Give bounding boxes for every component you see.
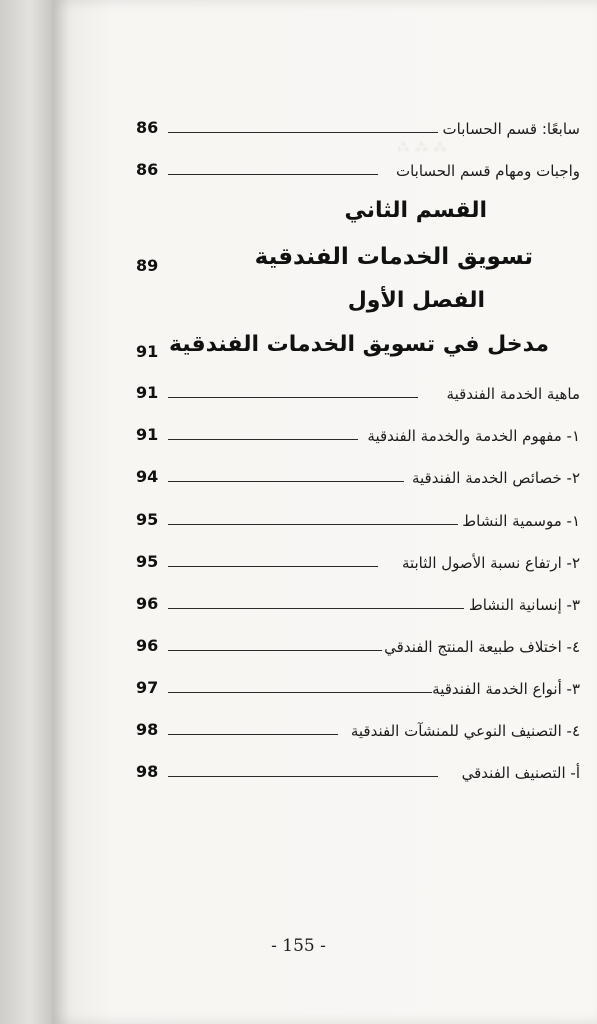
toc-entry-page: 95 [136,510,159,529]
toc-entry-page: 98 [136,720,159,739]
toc-entry-page: 98 [136,762,159,781]
toc-entry[interactable] [136,636,580,666]
toc-leader-line [168,439,358,440]
toc-entry-page: 96 [136,594,159,613]
section-title: القسم الثاني [344,198,487,223]
toc-entry-label: ماهية الخدمة الفندقية [446,385,580,403]
toc-leader-line [168,692,432,693]
toc-entry-label: ٣- أنواع الخدمة الفندقية [432,680,580,698]
toc-leader-line [168,132,438,133]
toc-entry-label: ٣- إنسانية النشاط [468,596,580,614]
toc-entry[interactable] [136,118,580,148]
toc-entry-label: ٤- اختلاف طبيعة المنتج الفندقي [384,638,580,656]
toc-leader-line [168,650,382,651]
toc-entry-page: 86 [136,118,159,137]
toc-leader-line [168,734,338,735]
toc-entry[interactable] [136,467,580,497]
toc-entry-page: 91 [136,383,159,402]
toc-leader-line [168,608,464,609]
toc-leader-line [168,174,378,175]
toc-entry[interactable] [136,425,580,455]
toc-entry-page: 96 [136,636,159,655]
toc-entry[interactable] [136,594,580,624]
toc-entry-label: ١- مفهوم الخدمة والخدمة الفندقية [367,427,580,445]
bleed-through-text: ⁂ ⁂ ⁂ [396,140,447,156]
chapter-name: مدخل في تسويق الخدمات الفندقية [168,332,549,357]
toc-entry-label: ١- موسمية النشاط [462,512,580,530]
toc-leader-line [168,776,438,777]
toc-entry[interactable] [136,510,580,540]
chapter-page-number: 91 [136,342,159,361]
toc-entry-label: ٢- ارتفاع نسبة الأصول الثابتة [401,554,580,572]
page-number: - 155 - [271,936,326,956]
chapter-title: الفصل الأول [347,288,485,313]
toc-entry[interactable] [136,552,580,582]
toc-entry[interactable] [136,383,580,413]
section-name: تسويق الخدمات الفندقية [254,244,533,270]
toc-entry-label: أ- التصنيف الفندقي [461,764,580,782]
toc-leader-line [168,524,458,525]
toc-entry[interactable] [136,160,580,190]
toc-leader-line [168,566,378,567]
toc-entry-page: 95 [136,552,159,571]
toc-entry-label: سابعًا: قسم الحسابات [442,120,580,138]
toc-leader-line [168,397,418,398]
toc-entry-page: 97 [136,678,159,697]
toc-entry-label: ٤- التصنيف النوعي للمنشآت الفندقية [350,722,580,740]
toc-entry-page: 91 [136,425,159,444]
toc-entry[interactable] [136,678,580,708]
toc-entry-label: واجبات ومهام قسم الحسابات [395,162,580,180]
toc-entry-page: 86 [136,160,159,179]
book-spine [0,0,52,1024]
toc-entry[interactable] [136,762,580,792]
toc-leader-line [168,481,404,482]
toc-entry[interactable] [136,720,580,750]
section-page-number: 89 [136,256,159,275]
toc-entry-label: ٢- خصائص الخدمة الفندقية [411,469,580,487]
toc-entry-page: 94 [136,467,159,486]
